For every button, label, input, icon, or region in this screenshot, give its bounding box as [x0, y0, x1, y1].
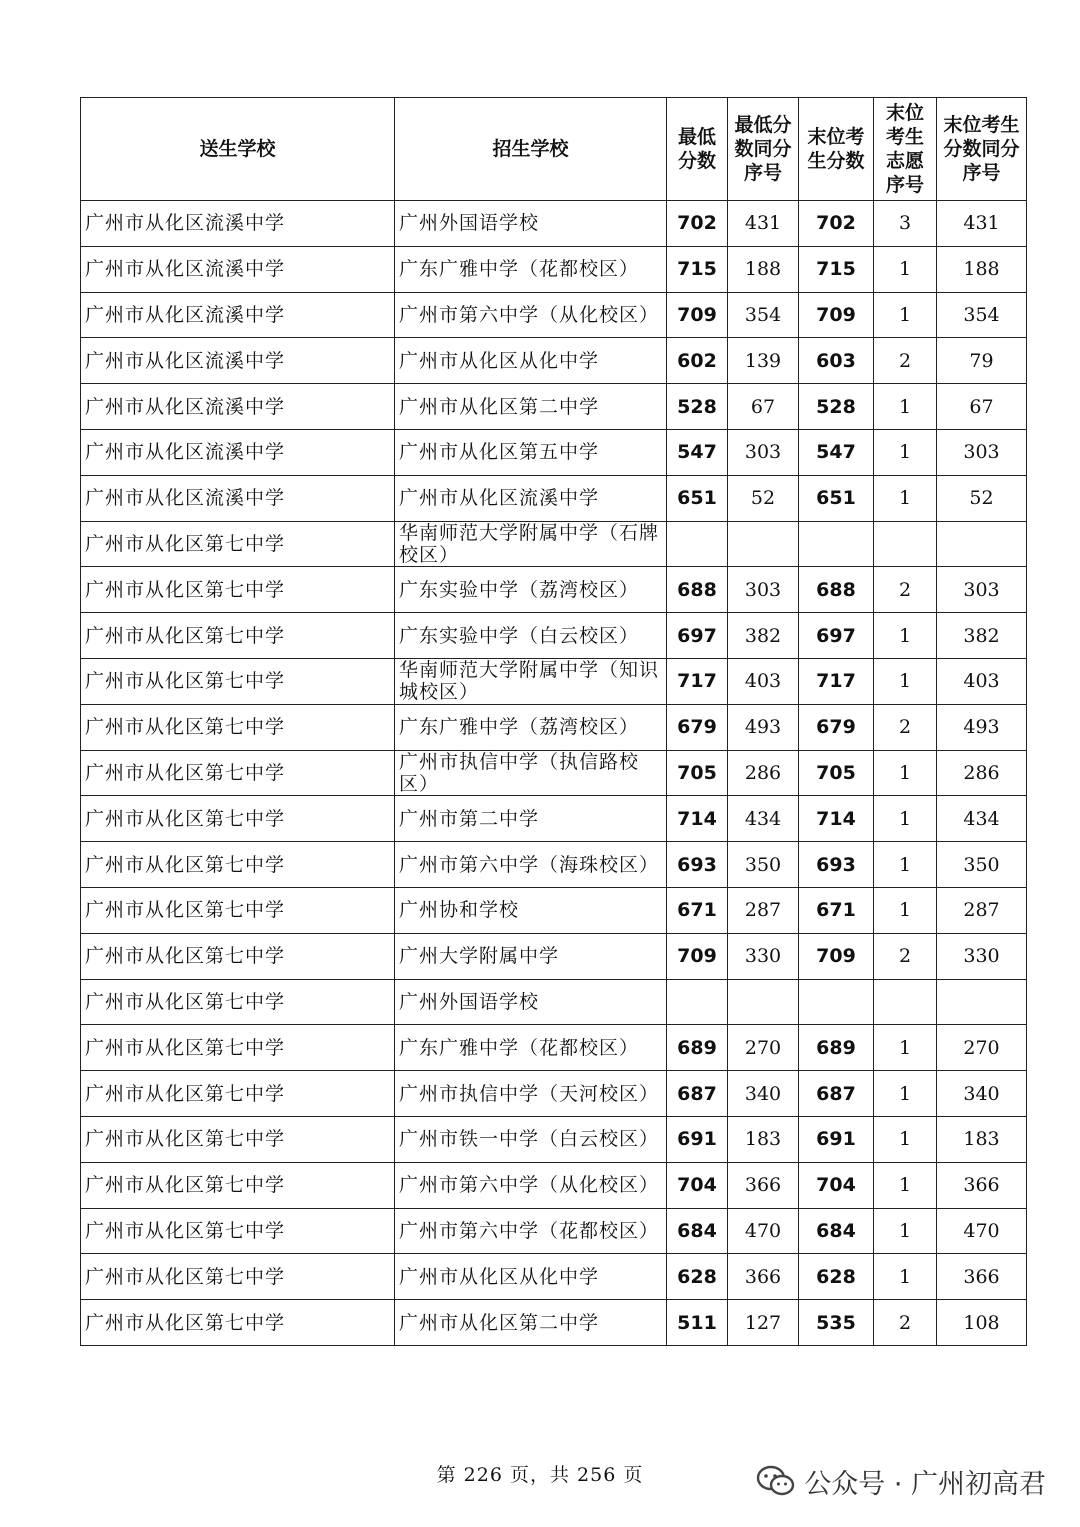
cell-last-score-rank: 493 — [937, 704, 1027, 750]
cell-min-score-rank: 286 — [728, 750, 799, 796]
cell-last-score: 697 — [799, 613, 874, 659]
cell-min-score: 717 — [667, 658, 728, 704]
cell-sender-school: 广州市从化区第七中学 — [81, 1300, 395, 1346]
cell-min-score-rank: 188 — [728, 246, 799, 292]
cell-last-score-rank: 350 — [937, 842, 1027, 888]
table-row — [81, 1116, 1027, 1162]
table-row — [81, 384, 1027, 430]
cell-min-score: 547 — [667, 429, 728, 475]
header-last-choice-order: 末位考生志愿序号 — [874, 98, 937, 201]
admission-table — [80, 97, 1027, 1346]
table-row — [81, 567, 1027, 613]
cell-min-score-rank: 303 — [728, 567, 799, 613]
cell-admitting-school: 广州协和学校 — [395, 887, 667, 933]
cell-last-choice-order: 1 — [874, 1025, 937, 1071]
cell-last-score-rank: 183 — [937, 1116, 1027, 1162]
cell-last-choice-order: 1 — [874, 429, 937, 475]
cell-last-score — [799, 979, 874, 1025]
cell-sender-school: 广州市从化区第七中学 — [81, 1254, 395, 1300]
cell-sender-school: 广州市从化区第七中学 — [81, 1025, 395, 1071]
cell-last-choice-order — [874, 521, 937, 567]
cell-last-score: 687 — [799, 1071, 874, 1117]
cell-min-score-rank: 183 — [728, 1116, 799, 1162]
cell-last-score-rank: 431 — [937, 201, 1027, 247]
cell-admitting-school: 广州外国语学校 — [395, 201, 667, 247]
cell-sender-school: 广州市从化区第七中学 — [81, 1071, 395, 1117]
cell-last-score: 705 — [799, 750, 874, 796]
cell-admitting-school: 广东广雅中学（花都校区） — [395, 246, 667, 292]
cell-admitting-school: 广州外国语学校 — [395, 979, 667, 1025]
cell-min-score: 511 — [667, 1300, 728, 1346]
cell-admitting-school: 广州市从化区流溪中学 — [395, 475, 667, 521]
cell-last-score: 535 — [799, 1300, 874, 1346]
cell-admitting-school: 广州市执信中学（执信路校区） — [395, 750, 667, 796]
cell-sender-school: 广州市从化区流溪中学 — [81, 292, 395, 338]
cell-min-score: 628 — [667, 1254, 728, 1300]
cell-min-score: 689 — [667, 1025, 728, 1071]
cell-last-score-rank: 108 — [937, 1300, 1027, 1346]
table-row — [81, 201, 1027, 247]
table-row — [81, 1162, 1027, 1208]
table-row — [81, 704, 1027, 750]
cell-min-score: 687 — [667, 1071, 728, 1117]
cell-min-score: 688 — [667, 567, 728, 613]
cell-last-choice-order: 1 — [874, 750, 937, 796]
cell-min-score-rank: 354 — [728, 292, 799, 338]
cell-min-score-rank — [728, 979, 799, 1025]
cell-min-score — [667, 979, 728, 1025]
table-body — [81, 201, 1027, 1346]
cell-last-score-rank: 434 — [937, 796, 1027, 842]
table-row — [81, 1025, 1027, 1071]
cell-last-score: 714 — [799, 796, 874, 842]
cell-min-score-rank: 434 — [728, 796, 799, 842]
cell-sender-school: 广州市从化区第七中学 — [81, 1116, 395, 1162]
cell-sender-school: 广州市从化区第七中学 — [81, 796, 395, 842]
cell-last-score-rank: 79 — [937, 338, 1027, 384]
cell-admitting-school: 广州市第六中学（从化校区） — [395, 1162, 667, 1208]
cell-last-score: 603 — [799, 338, 874, 384]
cell-admitting-school: 广州市从化区第二中学 — [395, 384, 667, 430]
cell-min-score: 702 — [667, 201, 728, 247]
cell-min-score: 704 — [667, 1162, 728, 1208]
cell-sender-school: 广州市从化区第七中学 — [81, 704, 395, 750]
cell-last-score: 684 — [799, 1208, 874, 1254]
page-number: 第 226 页，共 256 页 — [436, 1464, 644, 1486]
cell-admitting-school: 广州市铁一中学（白云校区） — [395, 1116, 667, 1162]
cell-last-choice-order: 2 — [874, 1300, 937, 1346]
table-row — [81, 1208, 1027, 1254]
cell-sender-school: 广州市从化区第七中学 — [81, 750, 395, 796]
table-row — [81, 842, 1027, 888]
cell-last-choice-order: 1 — [874, 842, 937, 888]
cell-last-score-rank: 382 — [937, 613, 1027, 659]
cell-last-score: 702 — [799, 201, 874, 247]
cell-last-score: 717 — [799, 658, 874, 704]
cell-sender-school: 广州市从化区第七中学 — [81, 1208, 395, 1254]
cell-min-score-rank — [728, 521, 799, 567]
table-row — [81, 1254, 1027, 1300]
cell-admitting-school: 广州市第六中学（从化校区） — [395, 292, 667, 338]
table-row — [81, 292, 1027, 338]
cell-last-score: 691 — [799, 1116, 874, 1162]
cell-last-choice-order: 1 — [874, 384, 937, 430]
cell-sender-school: 广州市从化区第七中学 — [81, 979, 395, 1025]
cell-min-score: 671 — [667, 887, 728, 933]
cell-min-score-rank: 67 — [728, 384, 799, 430]
cell-sender-school: 广州市从化区流溪中学 — [81, 429, 395, 475]
cell-admitting-school: 广东广雅中学（花都校区） — [395, 1025, 667, 1071]
cell-min-score-rank: 403 — [728, 658, 799, 704]
cell-min-score: 697 — [667, 613, 728, 659]
cell-last-score-rank: 354 — [937, 292, 1027, 338]
cell-last-score-rank: 303 — [937, 567, 1027, 613]
cell-min-score: 691 — [667, 1116, 728, 1162]
cell-min-score: 693 — [667, 842, 728, 888]
cell-last-score-rank: 286 — [937, 750, 1027, 796]
cell-admitting-school: 广州市从化区从化中学 — [395, 1254, 667, 1300]
cell-admitting-school: 广州大学附属中学 — [395, 933, 667, 979]
table-row — [81, 338, 1027, 384]
table-row — [81, 1071, 1027, 1117]
cell-last-choice-order: 2 — [874, 933, 937, 979]
cell-sender-school: 广州市从化区第七中学 — [81, 658, 395, 704]
cell-last-score: 689 — [799, 1025, 874, 1071]
cell-last-score: 704 — [799, 1162, 874, 1208]
cell-last-choice-order: 1 — [874, 887, 937, 933]
cell-min-score: 602 — [667, 338, 728, 384]
cell-admitting-school: 广东广雅中学（荔湾校区） — [395, 704, 667, 750]
cell-last-score: 709 — [799, 933, 874, 979]
cell-admitting-school: 广州市第二中学 — [395, 796, 667, 842]
cell-last-choice-order — [874, 979, 937, 1025]
cell-last-choice-order: 2 — [874, 567, 937, 613]
cell-min-score: 714 — [667, 796, 728, 842]
cell-last-score: 651 — [799, 475, 874, 521]
cell-last-choice-order: 1 — [874, 796, 937, 842]
cell-last-score-rank: 366 — [937, 1162, 1027, 1208]
cell-min-score: 651 — [667, 475, 728, 521]
cell-last-score: 688 — [799, 567, 874, 613]
cell-last-score-rank: 52 — [937, 475, 1027, 521]
table-row — [81, 796, 1027, 842]
cell-last-score: 671 — [799, 887, 874, 933]
header-last-score: 末位考生分数 — [799, 98, 874, 201]
cell-last-choice-order: 2 — [874, 338, 937, 384]
cell-last-score-rank — [937, 979, 1027, 1025]
cell-sender-school: 广州市从化区流溪中学 — [81, 246, 395, 292]
header-min-score: 最低分数 — [667, 98, 728, 201]
cell-last-score: 679 — [799, 704, 874, 750]
cell-min-score-rank: 52 — [728, 475, 799, 521]
table-row — [81, 246, 1027, 292]
cell-min-score: 705 — [667, 750, 728, 796]
cell-last-choice-order: 3 — [874, 201, 937, 247]
table-row — [81, 979, 1027, 1025]
cell-last-choice-order: 1 — [874, 658, 937, 704]
header-min-score-rank: 最低分数同分序号 — [728, 98, 799, 201]
table-row — [81, 521, 1027, 567]
watermark-text: 公众号 · 广州初高君 — [804, 1469, 1046, 1500]
cell-last-score — [799, 521, 874, 567]
cell-admitting-school: 广东实验中学（白云校区） — [395, 613, 667, 659]
cell-min-score-rank: 470 — [728, 1208, 799, 1254]
cell-min-score-rank: 303 — [728, 429, 799, 475]
cell-min-score: 709 — [667, 292, 728, 338]
header-sender-school: 送生学校 — [81, 98, 395, 201]
cell-min-score: 528 — [667, 384, 728, 430]
table-header — [81, 98, 1027, 201]
cell-last-score-rank: 366 — [937, 1254, 1027, 1300]
cell-last-choice-order: 1 — [874, 246, 937, 292]
cell-min-score: 709 — [667, 933, 728, 979]
cell-min-score: 715 — [667, 246, 728, 292]
cell-admitting-school: 华南师范大学附属中学（知识城校区） — [395, 658, 667, 704]
cell-sender-school: 广州市从化区第七中学 — [81, 887, 395, 933]
table-row — [81, 429, 1027, 475]
cell-min-score-rank: 350 — [728, 842, 799, 888]
cell-min-score-rank: 127 — [728, 1300, 799, 1346]
cell-min-score-rank: 431 — [728, 201, 799, 247]
cell-last-score-rank: 303 — [937, 429, 1027, 475]
cell-last-score-rank: 67 — [937, 384, 1027, 430]
cell-last-score-rank: 287 — [937, 887, 1027, 933]
cell-last-choice-order: 1 — [874, 613, 937, 659]
cell-min-score-rank: 382 — [728, 613, 799, 659]
cell-last-score-rank: 470 — [937, 1208, 1027, 1254]
cell-sender-school: 广州市从化区第七中学 — [81, 613, 395, 659]
cell-sender-school: 广州市从化区流溪中学 — [81, 384, 395, 430]
cell-admitting-school: 广州市第六中学（花都校区） — [395, 1208, 667, 1254]
cell-last-score: 709 — [799, 292, 874, 338]
wechat-icon — [756, 1465, 796, 1499]
table-row — [81, 1300, 1027, 1346]
cell-admitting-school: 华南师范大学附属中学（石牌校区） — [395, 521, 667, 567]
table-row — [81, 750, 1027, 796]
cell-min-score — [667, 521, 728, 567]
watermark — [756, 1462, 1046, 1501]
cell-last-score-rank: 270 — [937, 1025, 1027, 1071]
cell-last-choice-order: 1 — [874, 1071, 937, 1117]
cell-min-score-rank: 270 — [728, 1025, 799, 1071]
cell-last-score-rank: 188 — [937, 246, 1027, 292]
cell-last-choice-order: 1 — [874, 475, 937, 521]
table-row — [81, 887, 1027, 933]
cell-admitting-school: 广东实验中学（荔湾校区） — [395, 567, 667, 613]
cell-sender-school: 广州市从化区流溪中学 — [81, 201, 395, 247]
cell-min-score: 684 — [667, 1208, 728, 1254]
header-last-score-rank: 末位考生分数同分序号 — [937, 98, 1027, 201]
cell-last-score: 547 — [799, 429, 874, 475]
cell-min-score-rank: 340 — [728, 1071, 799, 1117]
cell-last-choice-order: 2 — [874, 704, 937, 750]
cell-last-score: 715 — [799, 246, 874, 292]
cell-min-score-rank: 139 — [728, 338, 799, 384]
cell-admitting-school: 广州市从化区从化中学 — [395, 338, 667, 384]
cell-last-score-rank: 340 — [937, 1071, 1027, 1117]
cell-admitting-school: 广州市执信中学（天河校区） — [395, 1071, 667, 1117]
cell-last-choice-order: 1 — [874, 1116, 937, 1162]
cell-sender-school: 广州市从化区第七中学 — [81, 1162, 395, 1208]
cell-last-choice-order: 1 — [874, 1162, 937, 1208]
cell-sender-school: 广州市从化区第七中学 — [81, 933, 395, 979]
table-row — [81, 475, 1027, 521]
header-admitting-school: 招生学校 — [395, 98, 667, 201]
cell-last-score: 628 — [799, 1254, 874, 1300]
cell-min-score-rank: 287 — [728, 887, 799, 933]
cell-admitting-school: 广州市从化区第五中学 — [395, 429, 667, 475]
cell-min-score-rank: 330 — [728, 933, 799, 979]
cell-sender-school: 广州市从化区第七中学 — [81, 521, 395, 567]
cell-last-choice-order: 1 — [874, 1254, 937, 1300]
table-row — [81, 613, 1027, 659]
cell-min-score-rank: 366 — [728, 1162, 799, 1208]
cell-admitting-school: 广州市第六中学（海珠校区） — [395, 842, 667, 888]
cell-last-score-rank: 330 — [937, 933, 1027, 979]
table-row — [81, 933, 1027, 979]
cell-min-score-rank: 366 — [728, 1254, 799, 1300]
header-row — [81, 98, 1027, 201]
table-row — [81, 658, 1027, 704]
cell-admitting-school: 广州市从化区第二中学 — [395, 1300, 667, 1346]
cell-last-score-rank — [937, 521, 1027, 567]
cell-last-choice-order: 1 — [874, 1208, 937, 1254]
cell-last-choice-order: 1 — [874, 292, 937, 338]
cell-last-score: 528 — [799, 384, 874, 430]
cell-last-score-rank: 403 — [937, 658, 1027, 704]
cell-last-score: 693 — [799, 842, 874, 888]
cell-sender-school: 广州市从化区流溪中学 — [81, 475, 395, 521]
cell-sender-school: 广州市从化区流溪中学 — [81, 338, 395, 384]
cell-sender-school: 广州市从化区第七中学 — [81, 842, 395, 888]
cell-min-score: 679 — [667, 704, 728, 750]
cell-min-score-rank: 493 — [728, 704, 799, 750]
cell-sender-school: 广州市从化区第七中学 — [81, 567, 395, 613]
